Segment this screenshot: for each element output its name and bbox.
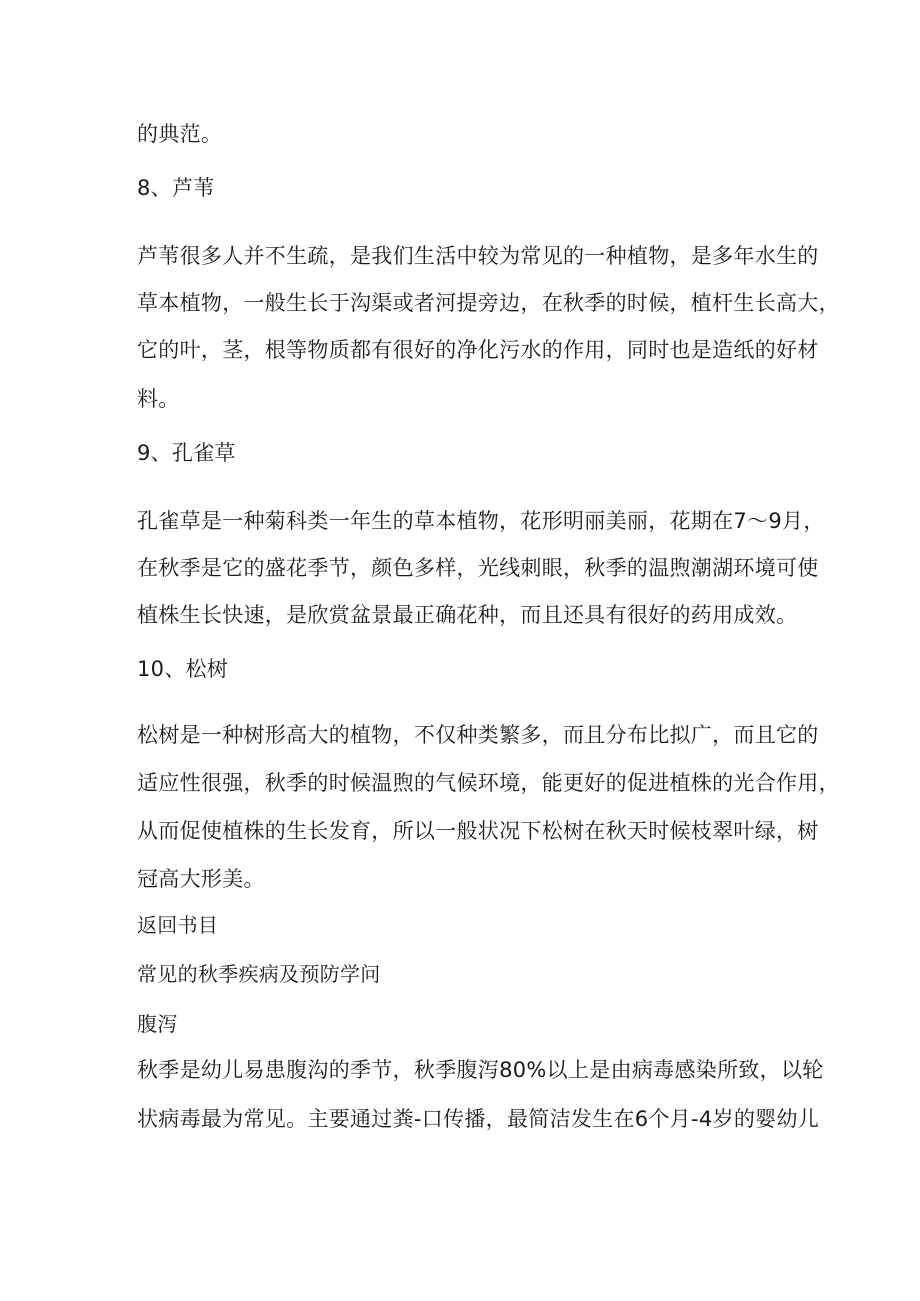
marigold-paragraph-line-3: 植株生长快速，是欣赏盆景最正确花种，而且还具有很好的药用成效。 [137,603,798,627]
heading-marigold: 9、孔雀草 [137,441,236,465]
reed-paragraph-line-3: 它的叶，茎，根等物质都有很好的净化污水的作用，同时也是造纸的好材 [137,338,819,362]
text-line-fragment-end: 的典范。 [137,122,223,146]
heading-reed: 8、芦苇 [137,176,215,200]
marigold-paragraph-line-2: 在秋季是它的盛花季节，颜色多样，光线刺眼，秋季的温煦潮湖环境可使 [137,556,819,580]
subheading-diarrhea: 腹泻 [137,1012,178,1036]
heading-pine: 10、松树 [137,657,229,681]
pine-paragraph-line-3: 从而促使植株的生长发育，所以一般状况下松树在秋天时候枝翠叶绿，树 [137,819,819,843]
reed-paragraph-line-1: 芦苇很多人并不生疏，是我们生活中较为常见的一种植物，是多年水生的 [137,244,819,268]
section-title-autumn-diseases: 常见的秋季疾病及预防学问 [137,962,381,986]
pine-paragraph-line-4: 冠高大形美。 [137,867,265,891]
pine-paragraph-line-2: 适应性很强，秋季的时候温煦的气候环境，能更好的促进植株的光合作用， [137,771,840,795]
diarrhea-paragraph-line-2: 状病毒最为常见。主要通过粪-口传播，最简洁发生在6个月-4岁的婴幼儿 [137,1107,820,1131]
reed-paragraph-line-2: 草本植物，一般生长于沟渠或者河提旁边，在秋季的时候，植杆生长高大， [137,291,840,315]
diarrhea-paragraph-line-1: 秋季是幼儿易患腹沟的季节，秋季腹泻80%以上是由病毒感染所致，以轮 [137,1058,824,1082]
reed-paragraph-line-4: 料。 [137,387,180,411]
marigold-paragraph-line-1: 孔雀草是一种菊科类一年生的草本植物，花形明丽美丽，花期在7～9月， [137,509,825,533]
pine-paragraph-line-1: 松树是一种树形高大的植物，不仅种类繁多，而且分布比拟广，而且它的 [137,723,819,747]
back-to-contents: 返回书目 [137,913,219,937]
